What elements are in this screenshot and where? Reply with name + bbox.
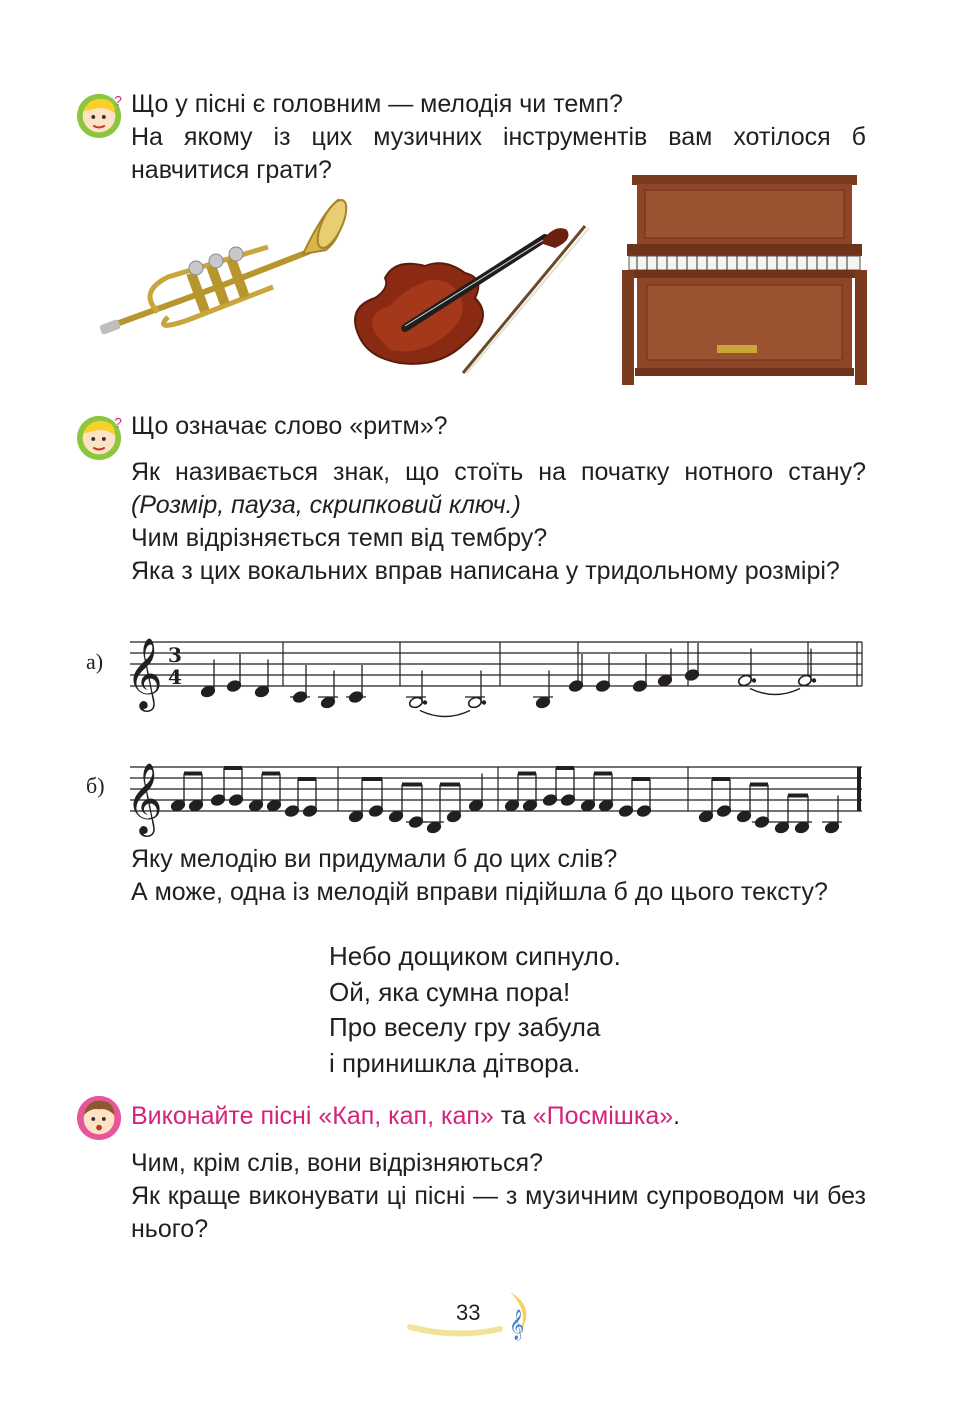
question-staff-sign-text: Як називається знак, що стоїть на початку нотного стану? <box>131 458 866 486</box>
tie <box>420 711 470 717</box>
poem <box>329 939 621 1081</box>
question-melody-tempo: Що у пісні є головним — мелодія чи темп? <box>131 90 623 118</box>
question-accompaniment: Як краще виконувати ці пісні — з музичним супроводом чи без нього? <box>131 1182 866 1243</box>
dot <box>752 678 756 682</box>
dot <box>423 700 427 704</box>
poem-line: Ой, яка сумна пора! <box>329 976 571 1007</box>
svg-text:?: ? <box>114 415 122 431</box>
section-3-questions <box>131 843 866 909</box>
poem-line: Про веселу гру забула <box>329 1012 601 1042</box>
poem-line: Небо дощиком сипнуло. <box>329 941 621 971</box>
instruction-conj: та <box>493 1102 533 1130</box>
staff-a-label: а) <box>86 649 104 674</box>
section-4 <box>131 1100 866 1246</box>
svg-text:?: ? <box>114 93 122 109</box>
boy-singing-icon <box>76 1094 124 1142</box>
piano-icon <box>617 170 867 395</box>
question-instrument: На якому із цих музичних інструментів вам хотілося б навчитися грати? <box>131 123 866 184</box>
question-staff-sign <box>131 456 866 522</box>
staff-b-label: б) <box>86 773 105 798</box>
treble-clef-icon: 𝄞 <box>126 636 163 709</box>
violin-icon <box>345 218 595 378</box>
question-differences: Чим, крім слів, вони відрізняються? <box>131 1149 543 1177</box>
instruction-perform-songs <box>131 1100 866 1133</box>
question-triple-meter: Яка з цих вокальних вправ написана у тридольному розмірі? <box>131 557 840 585</box>
instruction-prefix: Виконайте пісні <box>131 1102 319 1130</box>
thinking-boy-icon <box>76 414 124 462</box>
page-number: 33 <box>456 1300 481 1325</box>
thinking-boy-icon <box>76 92 124 140</box>
question-melody-words: Яку мелодію ви придумали б до цих слів? <box>131 845 618 873</box>
question-rhythm: Що означає слово «ритм»? <box>131 412 448 440</box>
section-2-questions <box>131 410 866 588</box>
treble-clef-icon: 𝄞 <box>126 761 163 834</box>
trumpet-icon <box>98 192 348 342</box>
staff-a <box>120 620 870 710</box>
dot <box>812 678 816 682</box>
poem-line: і принишкла дітвора. <box>329 1047 581 1078</box>
question-staff-sign-hint: (Розмір, пауза, скрипковий ключ.) <box>131 491 521 519</box>
song-title-2: «Посмішка» <box>532 1102 674 1130</box>
question-melody-text: А може, одна із мелодій вправи підійшла б до цього тексту? <box>131 878 828 906</box>
dot <box>482 700 486 704</box>
song-title-1: «Кап, кап, кап» <box>318 1102 494 1130</box>
time-signature-top: 3 <box>168 643 182 667</box>
tie <box>750 689 800 695</box>
question-tempo-timbre: Чим відрізняється темп від тембру? <box>131 524 548 552</box>
instruction-suffix: . <box>673 1102 681 1130</box>
svg-text:𝄞: 𝄞 <box>509 1310 525 1340</box>
time-signature-bottom: 4 <box>168 665 182 689</box>
staff-b <box>120 745 870 835</box>
